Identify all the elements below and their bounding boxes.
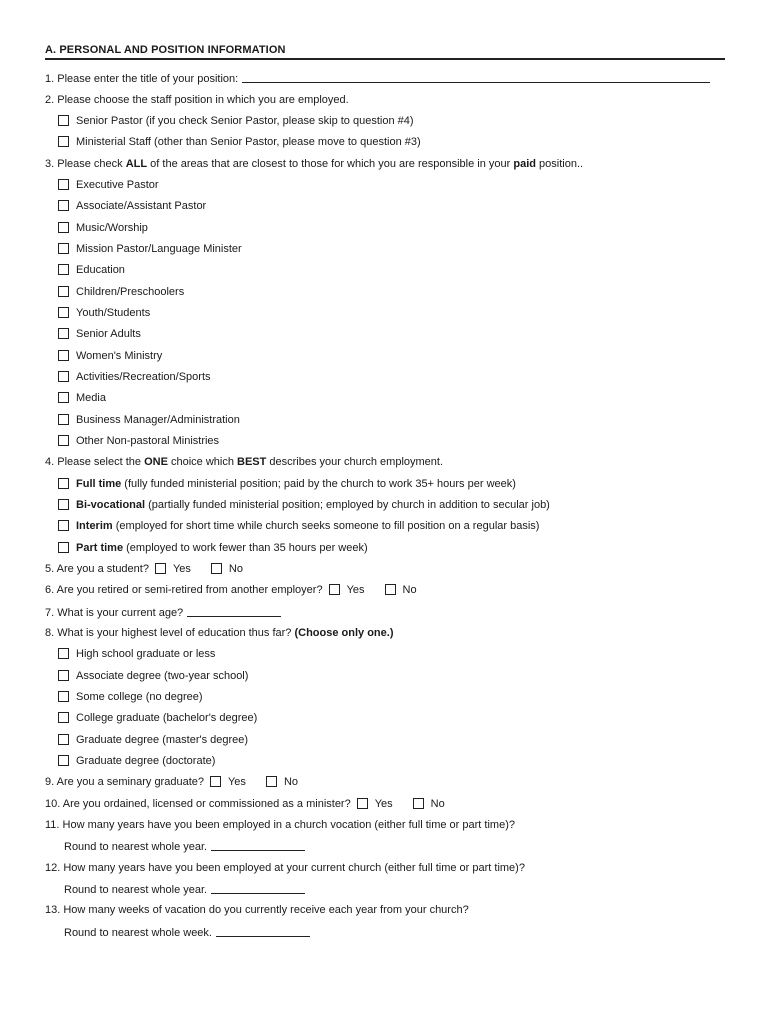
option-label: Some college (no degree) [76,691,203,703]
option-label: Graduate degree (master's degree) [76,734,249,746]
round-instruction: Round to nearest whole year. [64,841,208,853]
checkbox[interactable] [58,200,69,211]
no-checkbox[interactable] [211,563,222,574]
option-bold-label: Full time [76,478,122,490]
checkbox[interactable] [58,136,69,147]
checkbox[interactable] [58,520,69,531]
q3-option[interactable] [58,306,150,320]
question-10 [45,797,445,811]
question-13-text: 13. How many weeks of vacation do you currently receive each year from your church? [45,904,469,916]
q3-bold-all: ALL [125,158,148,170]
no-label: No [228,563,243,575]
q3-option[interactable] [58,221,148,235]
q3-option[interactable] [58,285,184,299]
q8-bold-instruction: (Choose only one.) [294,627,394,639]
no-checkbox[interactable] [413,798,424,809]
no-checkbox[interactable] [385,584,396,595]
q2-option-ministerial-staff[interactable] [58,135,421,149]
question-11-text: 11. How many years have you been employed in a church vocation (either full time or part time)? [45,819,515,831]
option-label: (employed for short time while church seeks someone to fill position on a regular basis) [112,520,540,532]
checkbox[interactable] [58,435,69,446]
option-label: Women's Ministry [76,350,163,362]
option-label: Education [76,264,125,276]
q3-option[interactable] [58,199,206,213]
q8-option[interactable] [58,711,257,725]
yes-checkbox[interactable] [357,798,368,809]
q3-option[interactable] [58,242,242,256]
age-field[interactable] [187,605,281,617]
option-label: (fully funded ministerial position; paid by the church to work 35+ hours per week) [121,478,516,490]
position-title-field[interactable] [242,71,710,83]
option-label: (partially funded ministerial position; employed by church in addition to secular job) [145,499,550,511]
q3-option[interactable] [58,391,106,405]
q3-option[interactable] [58,370,211,384]
option-label: (employed to work fewer than 35 hours per week) [123,542,368,554]
checkbox[interactable] [58,222,69,233]
yes-label: Yes [227,776,246,788]
option-label: Ministerial Staff (other than Senior Pastor, please move to question #3) [76,136,421,148]
checkbox[interactable] [58,350,69,361]
q8-option[interactable] [58,647,215,661]
yes-label: Yes [374,798,393,810]
q4-option-part-time[interactable] [58,541,368,555]
q3-option[interactable] [58,327,141,341]
option-label: Youth/Students [76,307,151,319]
q4-option-bi-vocational[interactable] [58,498,550,512]
q4-text-c: describes your church employment. [266,456,444,468]
question-2-text: 2. Please choose the staff position in which you are employed. [45,94,349,106]
question-3 [45,157,583,171]
q4-option-full-time[interactable] [58,477,516,491]
option-label: Associate/Assistant Pastor [76,200,207,212]
vacation-weeks-field[interactable] [216,925,310,937]
yes-label: Yes [346,584,365,596]
checkbox[interactable] [58,499,69,510]
option-label: Children/Preschoolers [76,286,185,298]
checkbox[interactable] [58,392,69,403]
question-6 [45,583,417,597]
question-7-text: 7. What is your current age? [45,607,184,619]
question-5-text: 5. Are you a student? [45,563,149,575]
q3-text-a: 3. Please check [45,158,126,170]
question-12-text: 12. How many years have you been employed at your current church (either full time or part time)? [45,862,525,874]
question-7 [45,605,281,620]
q4-text-a: 4. Please select the [45,456,145,468]
option-label: Executive Pastor [76,179,159,191]
option-label: College graduate (bachelor's degree) [76,712,258,724]
option-label: Media [76,392,106,404]
question-8-text: 8. What is your highest level of education thus far? [45,627,295,639]
question-13-sub [64,925,310,940]
question-1 [45,71,710,86]
q3-option[interactable] [58,178,159,192]
no-label: No [430,798,445,810]
q3-text-b: of the areas that are closest to those for which you are responsible in your [147,158,514,170]
checkbox[interactable] [58,414,69,425]
q8-option[interactable] [58,669,248,683]
question-10-text: 10. Are you ordained, licensed or commissioned as a minister? [45,798,351,810]
question-4 [45,455,443,469]
years-in-vocation-field[interactable] [211,839,305,851]
q3-option[interactable] [58,349,162,363]
checkbox[interactable] [58,755,69,766]
option-label: Activities/Recreation/Sports [76,371,211,383]
checkbox[interactable] [58,307,69,318]
checkbox[interactable] [58,115,69,126]
no-label: No [402,584,417,596]
q3-text-c: position.. [536,158,584,170]
option-label: Other Non-pastoral Ministries [76,435,220,447]
option-label: Graduate degree (doctorate) [76,755,216,767]
checkbox[interactable] [58,286,69,297]
no-label: No [283,776,298,788]
q3-option[interactable] [58,434,219,448]
question-12-sub [64,882,305,897]
checkbox[interactable] [58,264,69,275]
q3-bold-paid: paid [513,158,536,170]
option-bold-label: Part time [76,542,124,554]
checkbox[interactable] [58,648,69,659]
question-1-text: 1. Please enter the title of your position: [45,73,239,85]
q8-option[interactable] [58,690,203,704]
checkbox[interactable] [58,712,69,723]
option-label: Business Manager/Administration [76,414,240,426]
yes-checkbox[interactable] [329,584,340,595]
section-title: A. PERSONAL AND POSITION INFORMATION [45,44,286,56]
option-bold-label: Interim [76,520,113,532]
years-at-church-field[interactable] [211,882,305,894]
q4-bold-best: BEST [237,456,267,468]
checkbox[interactable] [58,371,69,382]
option-label: High school graduate or less [76,648,216,660]
question-9-text: 9. Are you a seminary graduate? [45,776,204,788]
q3-option[interactable] [58,413,240,427]
checkbox[interactable] [58,179,69,190]
question-11-sub [64,839,305,854]
round-instruction: Round to nearest whole week. [64,927,212,939]
no-checkbox[interactable] [266,776,277,787]
option-label: Senior Adults [76,328,141,340]
question-9 [45,775,298,789]
option-label: Associate degree (two-year school) [76,670,249,682]
question-5 [45,562,243,576]
checkbox[interactable] [58,542,69,553]
q4-bold-one: ONE [144,456,168,468]
option-label: Senior Pastor (if you check Senior Pastor, please skip to question #4) [76,115,414,127]
checkbox[interactable] [58,243,69,254]
yes-checkbox[interactable] [155,563,166,574]
question-8 [45,626,393,640]
checkbox[interactable] [58,670,69,681]
option-label: Music/Worship [76,222,148,234]
q8-option[interactable] [58,733,248,747]
checkbox[interactable] [58,328,69,339]
yes-label: Yes [172,563,191,575]
yes-checkbox[interactable] [210,776,221,787]
q4-text-b: choice which [167,456,237,468]
q8-option[interactable] [58,754,215,768]
q2-option-senior-pastor[interactable] [58,114,414,128]
question-6-text: 6. Are you retired or semi-retired from another employer? [45,584,323,596]
section-rule [45,58,725,60]
checkbox[interactable] [58,691,69,702]
round-instruction: Round to nearest whole year. [64,884,208,896]
checkbox[interactable] [58,734,69,745]
option-bold-label: Bi-vocational [76,499,146,511]
option-label: Mission Pastor/Language Minister [76,243,242,255]
checkbox[interactable] [58,478,69,489]
q4-option-interim[interactable] [58,519,539,533]
q3-option[interactable] [58,263,125,277]
